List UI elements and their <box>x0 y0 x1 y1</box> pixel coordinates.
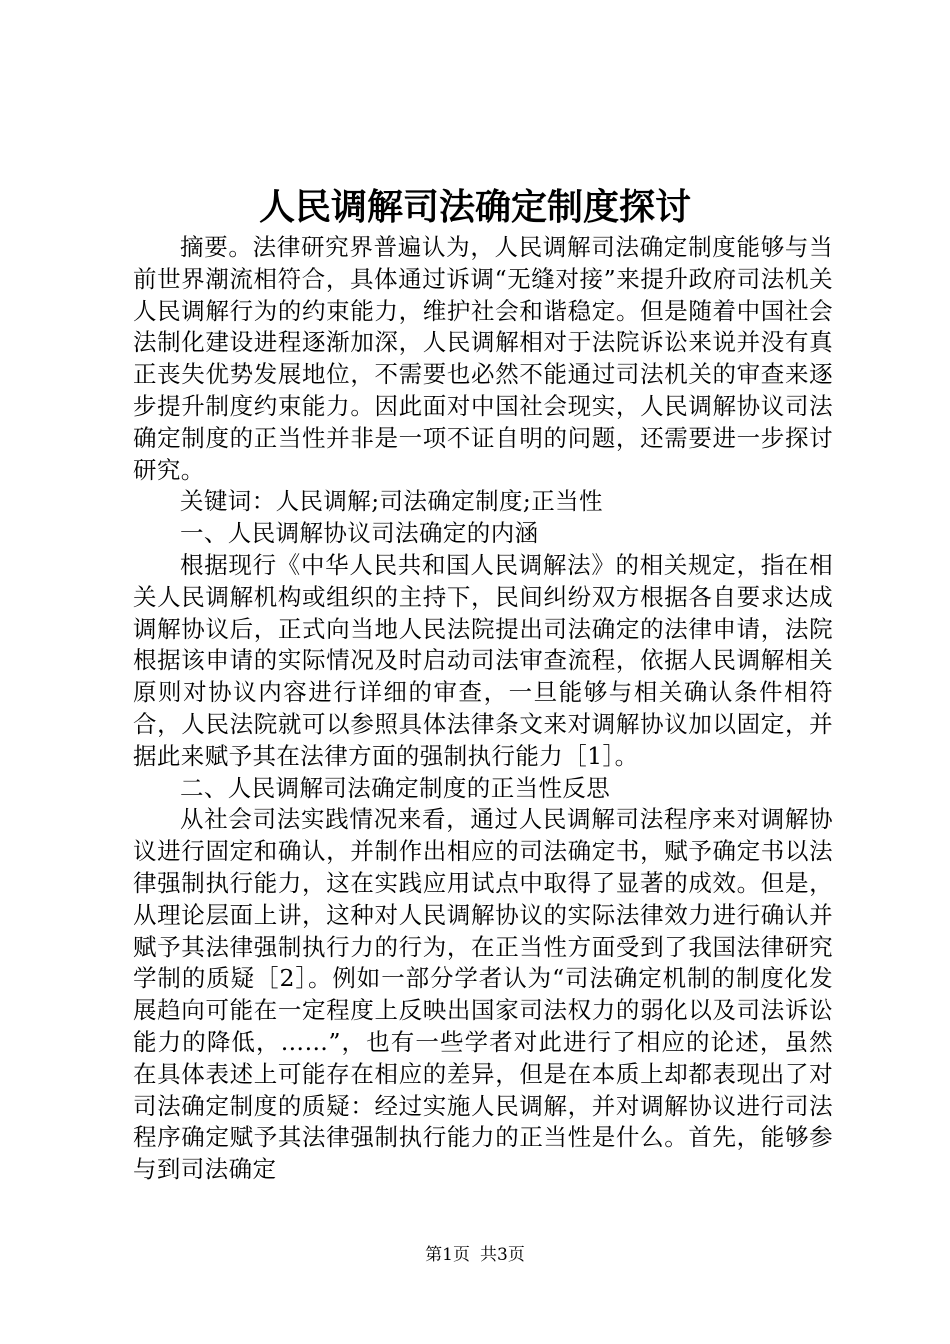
abstract-paragraph: 摘要。法律研究界普遍认为，人民调解司法确定制度能够与当前世界潮流相符合，具体通过诉调“无缝对接”来提升政府司法机关人民调解行为的约束能力，维护社会和谐稳定。但是随着中国社会法制化建设进程逐渐加深，人民调解相对于法院诉讼来说并没有真正丧失优势发展地位，不需要也必然不能通过司法机关的审查来逐步提升制度约束能力。因此面对中国社会现实，人民调解协议司法确定制度的正当性并非是一项不证自明的问题，还需要进一步探讨研究。 <box>133 233 833 484</box>
page-footer <box>0 1244 950 1266</box>
page-total: 共3页 <box>480 1245 525 1265</box>
document-body <box>133 232 833 1186</box>
document-title: 人民调解司法确定制度探讨 <box>258 187 691 228</box>
page-number: 第1页 <box>425 1245 470 1265</box>
body-paragraph: 根据现行《中华人民共和国人民调解法》的相关规定，指在相关人民调解机构或组织的主持下，民间纠纷双方根据各自要求达成调解协议后，正式向当地人民法院提出司法确定的法律申请，法院根据该申请的实际情况及时启动司法审查流程，依据人民调解相关原则对协议内容进行详细的审查，一旦能够与相关确认条件相符合，人民法院就可以参照具体法律条文来对调解协议加以固定，并据此来赋予其在法律方面的强制执行能力［1］。 <box>133 550 833 770</box>
section-heading-2: 二、人民调解司法确定制度的正当性反思 <box>180 773 611 802</box>
section-heading-1: 一、人民调解协议司法确定的内涵 <box>180 519 539 548</box>
keywords-line: 关键词：人民调解;司法确定制度;正当性 <box>180 487 603 516</box>
body-paragraph: 从社会司法实践情况来看，通过人民调解司法程序来对调解协议进行固定和确认，并制作出相应的司法确定书，赋予确定书以法律强制执行能力，这在实践应用试点中取得了显著的成效。但是，从理论层面上讲，这种对人民调解协议的实际法律效力进行确认并赋予其法律强制执行力的行为，在正当性方面受到了我国法律研究学制的质疑［2］。例如一部分学者认为“司法确定机制的制度化发展趋向可能在一定程度上反映出国家司法权力的弱化以及司法诉讼能力的降低，……”，也有一些学者对此进行了相应的论述，虽然在具体表述上可能存在相应的差异，但是在本质上却都表现出了对司法确定制度的质疑：经过实施人民调解，并对调解协议进行司法程序确定赋予其法律强制执行能力的正当性是什么。首先，能够参与到司法确定 <box>133 805 833 1184</box>
